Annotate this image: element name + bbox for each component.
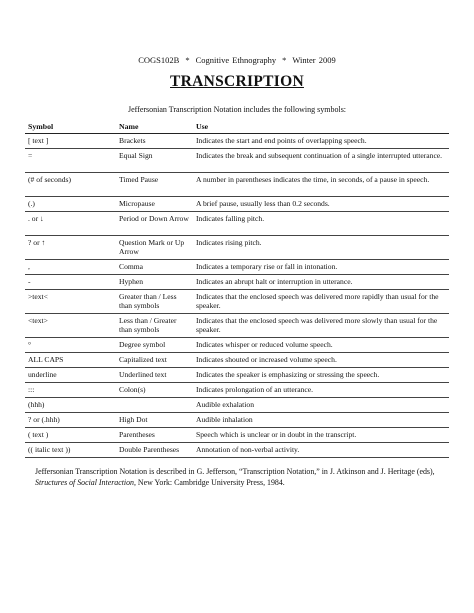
name-cell: Parentheses xyxy=(116,427,193,442)
symbol-cell: (.) xyxy=(25,196,116,211)
name-cell: Question Mark or Up Arrow xyxy=(116,235,193,259)
name-cell: High Dot xyxy=(116,412,193,427)
table-row xyxy=(25,352,449,367)
symbol-cell: . or ↓ xyxy=(25,211,116,235)
symbol-cell: ( text ) xyxy=(25,427,116,442)
table-header-row xyxy=(25,121,449,133)
name-cell: Less than / Greater than symbols xyxy=(116,313,193,337)
use-cell: Speech which is unclear or in doubt in the transcript. xyxy=(193,427,449,442)
table-row xyxy=(25,397,449,412)
notation-table xyxy=(25,121,449,458)
name-cell: Micropause xyxy=(116,196,193,211)
use-cell: Indicates prolongation of an utterance. xyxy=(193,382,449,397)
use-cell: Indicates whisper or reduced volume speech. xyxy=(193,337,449,352)
page-title: TRANSCRIPTION xyxy=(170,73,304,90)
name-cell: Brackets xyxy=(116,133,193,148)
symbol-cell: >text< xyxy=(25,289,116,313)
name-cell xyxy=(116,397,193,412)
header-separator: * xyxy=(282,55,287,65)
name-cell: Underlined text xyxy=(116,367,193,382)
name-cell: Colon(s) xyxy=(116,382,193,397)
name-cell: Equal Sign xyxy=(116,148,193,172)
use-cell: Indicates an abrupt halt or interruption in utterance. xyxy=(193,274,449,289)
symbol-cell: [ text ] xyxy=(25,133,116,148)
symbol-cell: <text> xyxy=(25,313,116,337)
symbol-cell: , xyxy=(25,259,116,274)
use-cell: A number in parentheses indicates the time, in seconds, of a pause in speech. xyxy=(193,172,449,196)
name-cell: Comma xyxy=(116,259,193,274)
citation-publisher: , New York: Cambridge University Press, 1984. xyxy=(133,477,285,487)
symbol-cell: underline xyxy=(25,367,116,382)
course-term: Winter 2009 xyxy=(292,55,336,65)
table-row xyxy=(25,259,449,274)
column-header-name: Name xyxy=(116,121,193,133)
table-row xyxy=(25,133,449,148)
use-cell: Indicates the start and end points of overlapping speech. xyxy=(193,133,449,148)
symbol-cell: ALL CAPS xyxy=(25,352,116,367)
use-cell: Audible exhalation xyxy=(193,397,449,412)
name-cell: Period or Down Arrow xyxy=(116,211,193,235)
column-header-symbol: Symbol xyxy=(25,121,116,133)
name-cell: Degree symbol xyxy=(116,337,193,352)
use-cell: Indicates that the enclosed speech was delivered more slowly than usual for the speaker. xyxy=(193,313,449,337)
symbol-cell: ::: xyxy=(25,382,116,397)
symbol-cell: (( italic text )) xyxy=(25,442,116,457)
use-cell: Indicates the break and subsequent continuation of a single interrupted utterance. xyxy=(193,148,449,172)
course-code: COGS102B xyxy=(138,55,180,65)
symbol-cell: ° xyxy=(25,337,116,352)
use-cell: Indicates that the enclosed speech was delivered more rapidly than usual for the speaker. xyxy=(193,289,449,313)
symbol-cell: (hhh) xyxy=(25,397,116,412)
table-row xyxy=(25,337,449,352)
intro-text: Jeffersonian Transcription Notation includes the following symbols: xyxy=(127,105,347,114)
citation-book-title: Structures of Social Interaction xyxy=(35,477,134,487)
table-row xyxy=(25,367,449,382)
use-cell: A brief pause, usually less than 0.2 seconds. xyxy=(193,196,449,211)
course-header xyxy=(0,55,474,65)
name-cell: Timed Pause xyxy=(116,172,193,196)
table-row xyxy=(25,274,449,289)
table-row xyxy=(25,382,449,397)
course-subject: Cognitive Ethnography xyxy=(195,55,277,65)
citation-text: Jeffersonian Transcription Notation is described in G. Jefferson, “Transcription Notation,” in J. Atkinson and J. Heritage (eds), xyxy=(35,467,435,476)
table-row xyxy=(25,172,449,196)
table-row xyxy=(25,313,449,337)
symbol-cell: - xyxy=(25,274,116,289)
table-row xyxy=(25,412,449,427)
use-cell: Indicates falling pitch. xyxy=(193,211,449,235)
column-header-use: Use xyxy=(193,121,449,133)
header-separator: * xyxy=(185,55,190,65)
table-row xyxy=(25,148,449,172)
reference-citation xyxy=(35,467,445,488)
symbol-cell: ? or ↑ xyxy=(25,235,116,259)
table-row xyxy=(25,427,449,442)
name-cell: Capitalized text xyxy=(116,352,193,367)
name-cell: Greater than / Less than symbols xyxy=(116,289,193,313)
table-row xyxy=(25,289,449,313)
use-cell: Indicates rising pitch. xyxy=(193,235,449,259)
symbol-cell: (# of seconds) xyxy=(25,172,116,196)
name-cell: Double Parentheses xyxy=(116,442,193,457)
use-cell: Indicates shouted or increased volume speech. xyxy=(193,352,449,367)
use-cell: Indicates a temporary rise or fall in intonation. xyxy=(193,259,449,274)
table-row xyxy=(25,196,449,211)
name-cell: Hyphen xyxy=(116,274,193,289)
table-row xyxy=(25,211,449,235)
symbol-cell: = xyxy=(25,148,116,172)
use-cell: Audible inhalation xyxy=(193,412,449,427)
use-cell: Indicates the speaker is emphasizing or stressing the speech. xyxy=(193,367,449,382)
table-row xyxy=(25,442,449,457)
use-cell: Annotation of non-verbal activity. xyxy=(193,442,449,457)
table-row xyxy=(25,235,449,259)
symbol-cell: ? or (.hhh) xyxy=(25,412,116,427)
